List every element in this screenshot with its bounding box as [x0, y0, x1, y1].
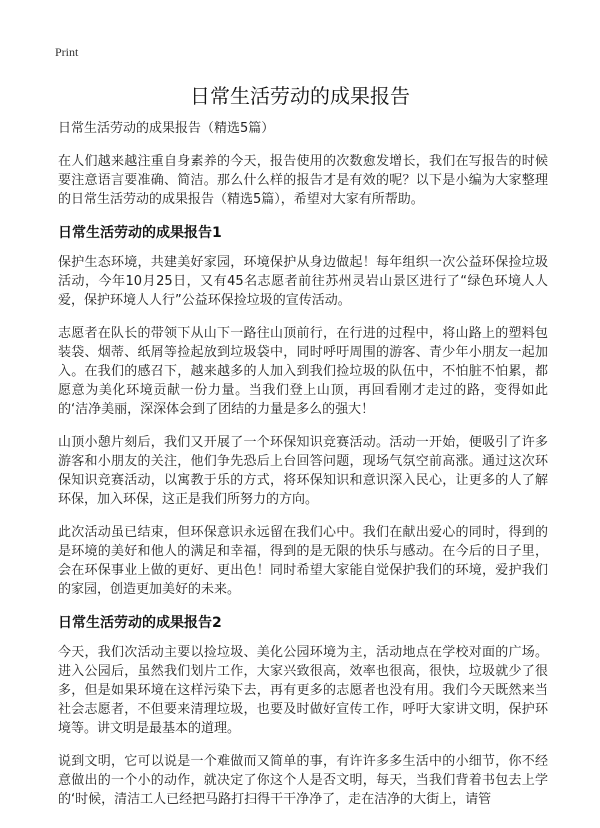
paragraph: 志愿者在队长的带领下从山下一路往山顶前行，在行进的过程中，将山路上的塑料包装袋、烟蒂、纸屑等捡起放到垃圾袋中，同时呼吁周围的游客、青少年小朋友一起加入。在我们的感召下，越来越多的人加入到我们捡垃圾的队伍中，不怕脏不怕累，都愿意为美化环境贡献一份力量。当我们登上山顶，再回看刚才走过的路，变得如此的‘洁净美丽，深深体会到了团结的力量是多么的强大！: [58, 326, 548, 417]
paragraph: 此次活动虽已结束，但环保意识永远留在我们心中。我们在献出爱心的同时，得到的是环境的美好和他人的满足和幸福，得到的是无限的快乐与感动。在今后的日子里，会在环保事业上做的更好、更出色！同时希望大家能自觉保护我们的环境，爱护我们的家园，创造更加美好的未来。: [58, 525, 548, 597]
section-heading: 日常生活劳动的成果报告2: [58, 615, 222, 631]
document-subtitle: 日常生活劳动的成果报告（精选5篇）: [58, 121, 275, 136]
intro-paragraph: 在人们越来越注重自身素养的今天，报告使用的次数愈发增长，我们在写报告的时候要注意语言要准确、简洁。那么什么样的报告才是有效的呢？以下是小编为大家整理的日常生活劳动的成果报告（精选5篇），希望对大家有所帮助。: [58, 154, 548, 207]
paragraph: 说到文明，它可以说是一个难做而又简单的事，有许许多多生活中的小细节，你不经意做出的一个小的动作，就决定了你这个人是否文明，每天，当我们背着书包去上学的‘时候，清洁工人已经把马路打扫得干干净净了，走在洁净的大街上，请管: [58, 754, 548, 807]
print-link[interactable]: Print: [55, 45, 79, 59]
document-body: [58, 120, 548, 823]
paragraph: 今天，我们次活动主要以捡垃圾、美化公园环境为主，活动地点在学校对面的广场。进入公园后，虽然我们划片工作，大家兴致很高，效率也很高，很快，垃圾就少了很多，但是如果环境在这样污染下去，再有更多的志愿者也没有用。我们今天既然来当社会志愿者，不但要来清理垃圾，也要及时做好宣传工作，呼吁大家讲文明，保护环境等。讲文明是最基本的道理。: [58, 645, 548, 736]
document-title: 日常生活劳动的成果报告: [190, 84, 410, 108]
paragraph: 保护生态环境，共建美好家园，环境保护从身边做起！每年组织一次公益环保捡垃圾活动，今年10月25日，又有45名志愿者前往苏州灵岩山景区进行了“绿色环境人人爱，保护环境人人行”公益环保捡垃圾的宣传活动。: [58, 255, 548, 308]
report-section-2: [58, 613, 548, 809]
section-heading: 日常生活劳动的成果报告1: [58, 225, 222, 241]
paragraph: 山顶小憩片刻后，我们又开展了一个环保知识竞赛活动。活动一开始，便吸引了许多游客和小朋友的关注，他们争先恐后上台回答问题，现场气氛空前高涨。通过这次环保知识竞赛活动，以寓教于乐的方式，将环保知识和意识深入民心，让更多的人了解环保，加入环保，这正是我们所努力的方向。: [58, 435, 548, 507]
report-section-1: [58, 223, 548, 599]
